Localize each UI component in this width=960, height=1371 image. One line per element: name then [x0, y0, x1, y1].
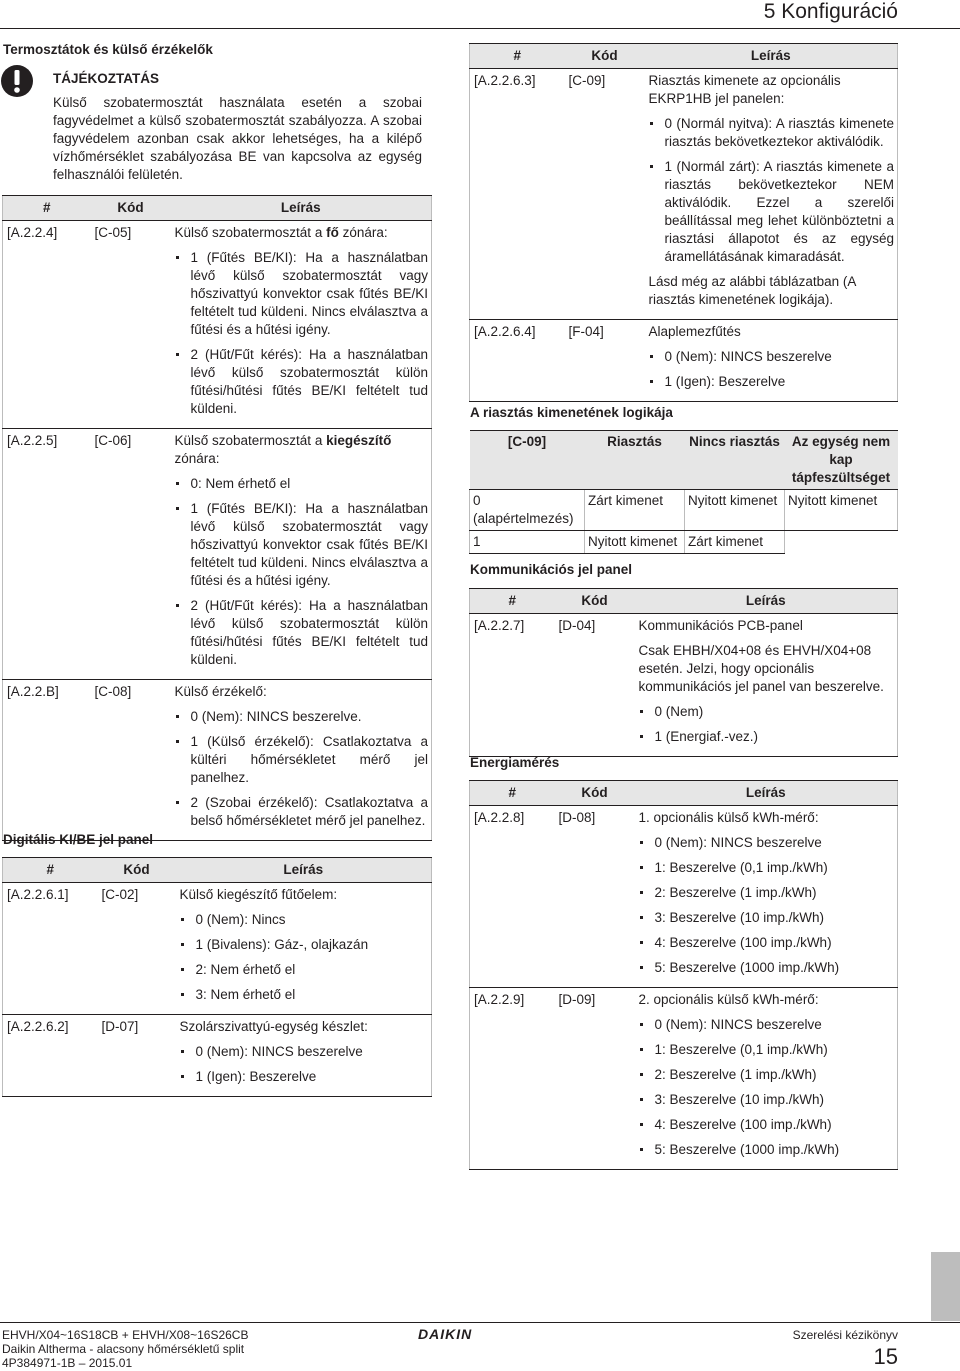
column-header-alarm: Riasztás	[585, 431, 685, 490]
header-rule	[0, 28, 960, 29]
chapter-title: 5 Konfiguráció	[763, 0, 898, 23]
list-item: 1 (Igen): Beszerelve	[649, 373, 895, 391]
column-header-description: Leírás	[171, 196, 432, 221]
section-title-energy-metering: Energiamérés	[470, 755, 560, 770]
column-header-number: #	[3, 196, 91, 221]
description-text-part: zónára:	[338, 225, 388, 240]
description-text-part: Külső érzékelő:	[174, 684, 267, 699]
list-item: 1 (Igen): Beszerelve	[180, 1068, 429, 1086]
setting-id: [A.2.2.7]	[470, 614, 555, 757]
description-bold-part: kiegészítő	[326, 433, 392, 448]
list-item: 0 (Nem): NINCS beszerelve.	[175, 708, 429, 726]
setting-code: [C-05]	[91, 221, 171, 429]
description-text-part: Külső szobatermosztát a	[174, 225, 327, 240]
column-header-number: #	[470, 589, 555, 614]
setting-code: [C-09]	[565, 69, 645, 320]
footer-manual-title: Szerelési kézikönyv	[792, 1328, 898, 1342]
setting-id: [A.2.2.B]	[3, 680, 91, 841]
table-cell	[785, 531, 898, 554]
setting-description	[645, 320, 898, 402]
setting-id: [A.2.2.6.3]	[470, 69, 565, 320]
list-item: 0: Nem érhető el	[175, 475, 429, 493]
table-row	[3, 1015, 432, 1097]
table-row	[470, 69, 898, 320]
list-item: 3: Nem érhető el	[180, 986, 429, 1004]
thermostat-settings-table	[2, 195, 432, 841]
description-text: Külső kiegészítő fűtőelem:	[179, 887, 338, 902]
setting-id: [A.2.2.6.4]	[470, 320, 565, 402]
setting-id: [A.2.2.8]	[470, 806, 555, 988]
list-item: 1 (Energiaf.-vez.)	[639, 728, 895, 746]
page-number: 15	[873, 1344, 898, 1369]
daikin-logo: DAIKIN	[418, 1326, 473, 1342]
list-item: 5: Beszerelve (1000 imp./kWh)	[639, 1141, 895, 1159]
list-item: 1: Beszerelve (0,1 imp./kWh)	[639, 859, 895, 877]
list-item: 0 (Nem): NINCS beszerelve	[639, 1016, 895, 1034]
list-item: 1 (Külső érzékelő): Csatlakoztatva a kültéri hőmérsékletet mérő jel panelhez.	[175, 733, 429, 787]
table-row	[470, 806, 898, 988]
list-item: 0 (Nem): NINCS beszerelve	[180, 1043, 429, 1061]
description-text	[175, 683, 429, 701]
description-bold-part: fő	[326, 225, 339, 240]
table-row	[470, 614, 898, 757]
setting-code: [D-07]	[98, 1015, 176, 1097]
list-item: 3: Beszerelve (10 imp./kWh)	[639, 909, 895, 927]
list-item: 1 (Bivalens): Gáz-, olajkazán	[180, 936, 429, 954]
description-text: Riasztás kimenete az opcionális EKRP1HB jel panelen:	[648, 73, 841, 106]
column-header-no-power: Az egység nem kap tápfeszültséget	[785, 431, 898, 490]
column-header-number: #	[470, 781, 555, 806]
setting-code: [D-08]	[555, 806, 635, 988]
table-row	[3, 429, 432, 680]
table-cell: Nyitott kimenet	[785, 490, 898, 531]
description-note: Lásd még az alábbi táblázatban (A riasztás kimenetének logikája).	[648, 274, 856, 307]
description-text-part: zónára:	[174, 451, 220, 466]
description-text: Szolárszivattyú-egység készlet:	[179, 1019, 368, 1034]
description-text: Kommunikációs PCB-panel	[638, 618, 803, 633]
list-item: 2 (Hűt/Fűt kérés): Ha a használatban lévő külső szobatermosztát külön fűtési/hűtési fűtés BE/KI feltételt tud küldeni.	[175, 597, 429, 669]
list-item: 2 (Hűt/Fűt kérés): Ha a használatban lévő külső szobatermosztát külön fűtési/hűtési fűtés BE/KI feltételt tud küldeni.	[175, 346, 429, 418]
setting-code: [C-06]	[91, 429, 171, 680]
communication-table	[469, 588, 898, 757]
column-header-code: Kód	[565, 44, 645, 69]
setting-description	[176, 1015, 432, 1097]
description-note: Csak EHBH/X04+08 és EHVH/X04+08 esetén. Jelzi, hogy opcionális kommunikációs jel panel van beszerelve.	[638, 643, 884, 694]
column-header-no-alarm: Nincs riasztás	[685, 431, 785, 490]
alarm-settings-table	[469, 43, 898, 402]
alarm-logic-table	[469, 430, 898, 554]
table-cell: Zárt kimenet	[685, 531, 785, 554]
page-edge-tab	[931, 1252, 960, 1321]
table-row	[470, 320, 898, 402]
list-item: 5: Beszerelve (1000 imp./kWh)	[639, 959, 895, 977]
column-header-code: Kód	[555, 781, 635, 806]
warning-icon	[0, 64, 34, 98]
description-text	[175, 224, 429, 242]
setting-description	[171, 429, 432, 680]
info-text: Külső szobatermosztát használata esetén a szobai fagyvédelmet a külső szobatermosztát szabályozza. A szobai fagyvédelem azonban csak akkor lehetséges, ha a kilépő vízhőmérséklet szabályozása BE van kapcsolva az egység felhasználói felületén.	[53, 95, 422, 182]
table-cell: 0 (alapértelmezés)	[470, 490, 585, 531]
list-item: 2: Beszerelve (1 imp./kWh)	[639, 1066, 895, 1084]
section-title-alarm-logic: A riasztás kimenetének logikája	[470, 405, 673, 420]
setting-code: [D-09]	[555, 988, 635, 1170]
column-header-description: Leírás	[635, 781, 898, 806]
list-item: 0 (Nem)	[639, 703, 895, 721]
table-row	[3, 883, 432, 1015]
list-item: 2: Beszerelve (1 imp./kWh)	[639, 884, 895, 902]
table-row	[470, 531, 898, 554]
setting-description	[635, 806, 898, 988]
section-title-communication: Kommunikációs jel panel	[470, 562, 633, 577]
setting-code: [F-04]	[565, 320, 645, 402]
footer-product: Daikin Altherma - alacsony hőmérsékletű split	[2, 1342, 245, 1356]
list-item: 3: Beszerelve (10 imp./kWh)	[639, 1091, 895, 1109]
footer-rule	[0, 1322, 960, 1323]
digital-io-table	[2, 857, 432, 1097]
info-title: TÁJÉKOZTATÁS	[53, 71, 159, 86]
list-item: 1: Beszerelve (0,1 imp./kWh)	[639, 1041, 895, 1059]
setting-id: [A.2.2.6.2]	[3, 1015, 98, 1097]
table-cell: Zárt kimenet	[585, 490, 685, 531]
column-header-code: Kód	[91, 196, 171, 221]
footer-document-id: 4P384971-1B – 2015.01	[2, 1356, 133, 1370]
list-item: 0 (Normál nyitva): A riasztás kimenete riasztás bekövetkeztekor aktiválódik.	[649, 115, 895, 151]
table-row	[3, 680, 432, 841]
column-header-description: Leírás	[635, 589, 898, 614]
setting-description	[176, 883, 432, 1015]
column-header-number: #	[3, 858, 98, 883]
setting-id: [A.2.2.5]	[3, 429, 91, 680]
description-text: 2. opcionális külső kWh-mérő:	[638, 992, 819, 1007]
setting-description	[171, 221, 432, 429]
section-title-digital-io: Digitális KI/BE jel panel	[3, 832, 154, 847]
setting-id: [A.2.2.9]	[470, 988, 555, 1170]
column-header-setting: [C-09]	[470, 431, 585, 490]
table-row	[470, 490, 898, 531]
list-item: 0 (Nem): NINCS beszerelve	[639, 834, 895, 852]
energy-metering-table	[469, 780, 898, 1170]
table-cell: 1	[470, 531, 585, 554]
column-header-description: Leírás	[645, 44, 898, 69]
setting-code: [C-08]	[91, 680, 171, 841]
list-item: 1 (Fűtés BE/KI): Ha a használatban lévő külső szobatermosztát vagy hőszivattyú konvektor csak fűtés BE/KI feltételt tud küldeni. Nincs elválasztva a fűtési és a hűtési igény.	[175, 500, 429, 590]
list-item: 4: Beszerelve (100 imp./kWh)	[639, 934, 895, 952]
column-header-description: Leírás	[176, 858, 432, 883]
description-text-part: Külső szobatermosztát a	[174, 433, 327, 448]
table-cell: Nyitott kimenet	[585, 531, 685, 554]
list-item: 2 (Szobai érzékelő): Csatlakoztatva a belső hőmérsékletet mérő jel panelhez.	[175, 794, 429, 830]
table-row	[3, 221, 432, 429]
section-title-thermostats: Termosztátok és külső érzékelők	[3, 42, 213, 57]
description-text: Alaplemezfűtés	[648, 324, 741, 339]
setting-description	[645, 69, 898, 320]
column-header-code: Kód	[555, 589, 635, 614]
column-header-number: #	[470, 44, 565, 69]
setting-id: [A.2.2.4]	[3, 221, 91, 429]
list-item: 1 (Fűtés BE/KI): Ha a használatban lévő külső szobatermosztát vagy hőszivattyú konvektor csak fűtés BE/KI feltételt tud küldeni. Nincs elválasztva a fűtési és a hűtési igény.	[175, 249, 429, 339]
setting-description	[635, 614, 898, 757]
column-header-code: Kód	[98, 858, 176, 883]
footer-model: EHVH/X04~16S18CB + EHVH/X08~16S26CB	[2, 1328, 249, 1342]
list-item: 4: Beszerelve (100 imp./kWh)	[639, 1116, 895, 1134]
table-row	[470, 988, 898, 1170]
setting-code: [D-04]	[555, 614, 635, 757]
list-item: 0 (Nem): NINCS beszerelve	[649, 348, 895, 366]
table-cell: Nyitott kimenet	[685, 490, 785, 531]
description-text	[175, 432, 429, 468]
setting-description	[171, 680, 432, 841]
setting-description	[635, 988, 898, 1170]
setting-code: [C-02]	[98, 883, 176, 1015]
list-item: 2: Nem érhető el	[180, 961, 429, 979]
description-text: 1. opcionális külső kWh-mérő:	[638, 810, 819, 825]
list-item: 0 (Nem): Nincs	[180, 911, 429, 929]
list-item: 1 (Normál zárt): A riasztás kimenete a riasztás bekövetkeztekor NEM aktiválódik. Ezzel a szerelői beállítással meg lehet különböztetni a riasztási állapotot és az egység áramellátásának kimaradását.	[649, 158, 895, 266]
setting-id: [A.2.2.6.1]	[3, 883, 98, 1015]
